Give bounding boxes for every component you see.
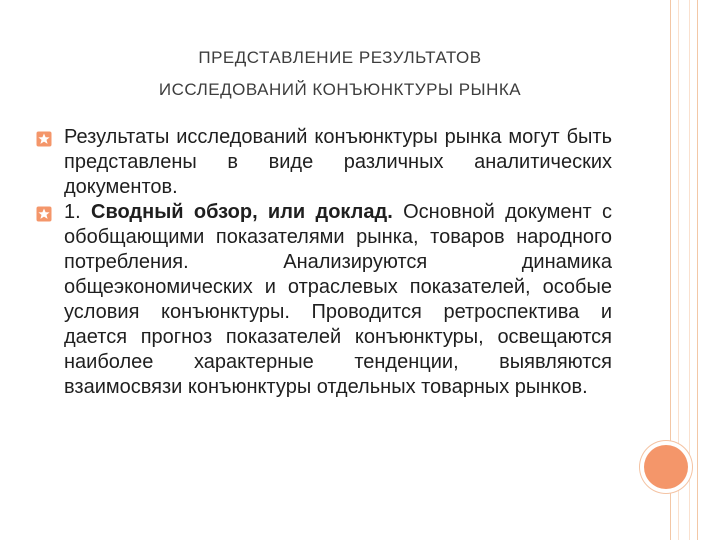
bullet-item-2 [36,200,612,400]
bullet-bold-2: Сводный обзор, или доклад. [91,201,393,223]
slide-title [60,42,620,106]
decorative-circle [644,445,688,489]
title-line-2: ИССЛЕДОВАНИЙ КОНЪЮНКТУРЫ РЫНКА [158,80,522,99]
bullet-prefix-2: 1. [64,201,81,223]
bullet-item-1 [36,125,612,200]
star-bullet-icon [36,131,52,147]
slide-body [36,125,612,400]
bullet-text-1: Результаты исследований конъюнктуры рынка могут быть представлены в виде различных аналитических документов. [64,126,612,198]
star-bullet-icon [36,206,52,222]
bullet-text-2: Основной документ с обобщающими показателями рынка, товаров народного потребления. Анализируются динамика общеэкономических и отраслевых показателей, особые условия конъюнктуры. Проводится ретроспектива и дается прогноз показателей конъюнктуры, освещаются наиболее характерные тенденции, выявляются взаимосвязи конъюнктуры отдельных товарных рынков. [64,201,613,398]
title-line-1: ПРЕДСТАВЛЕНИЕ РЕЗУЛЬТАТОВ [198,48,482,67]
